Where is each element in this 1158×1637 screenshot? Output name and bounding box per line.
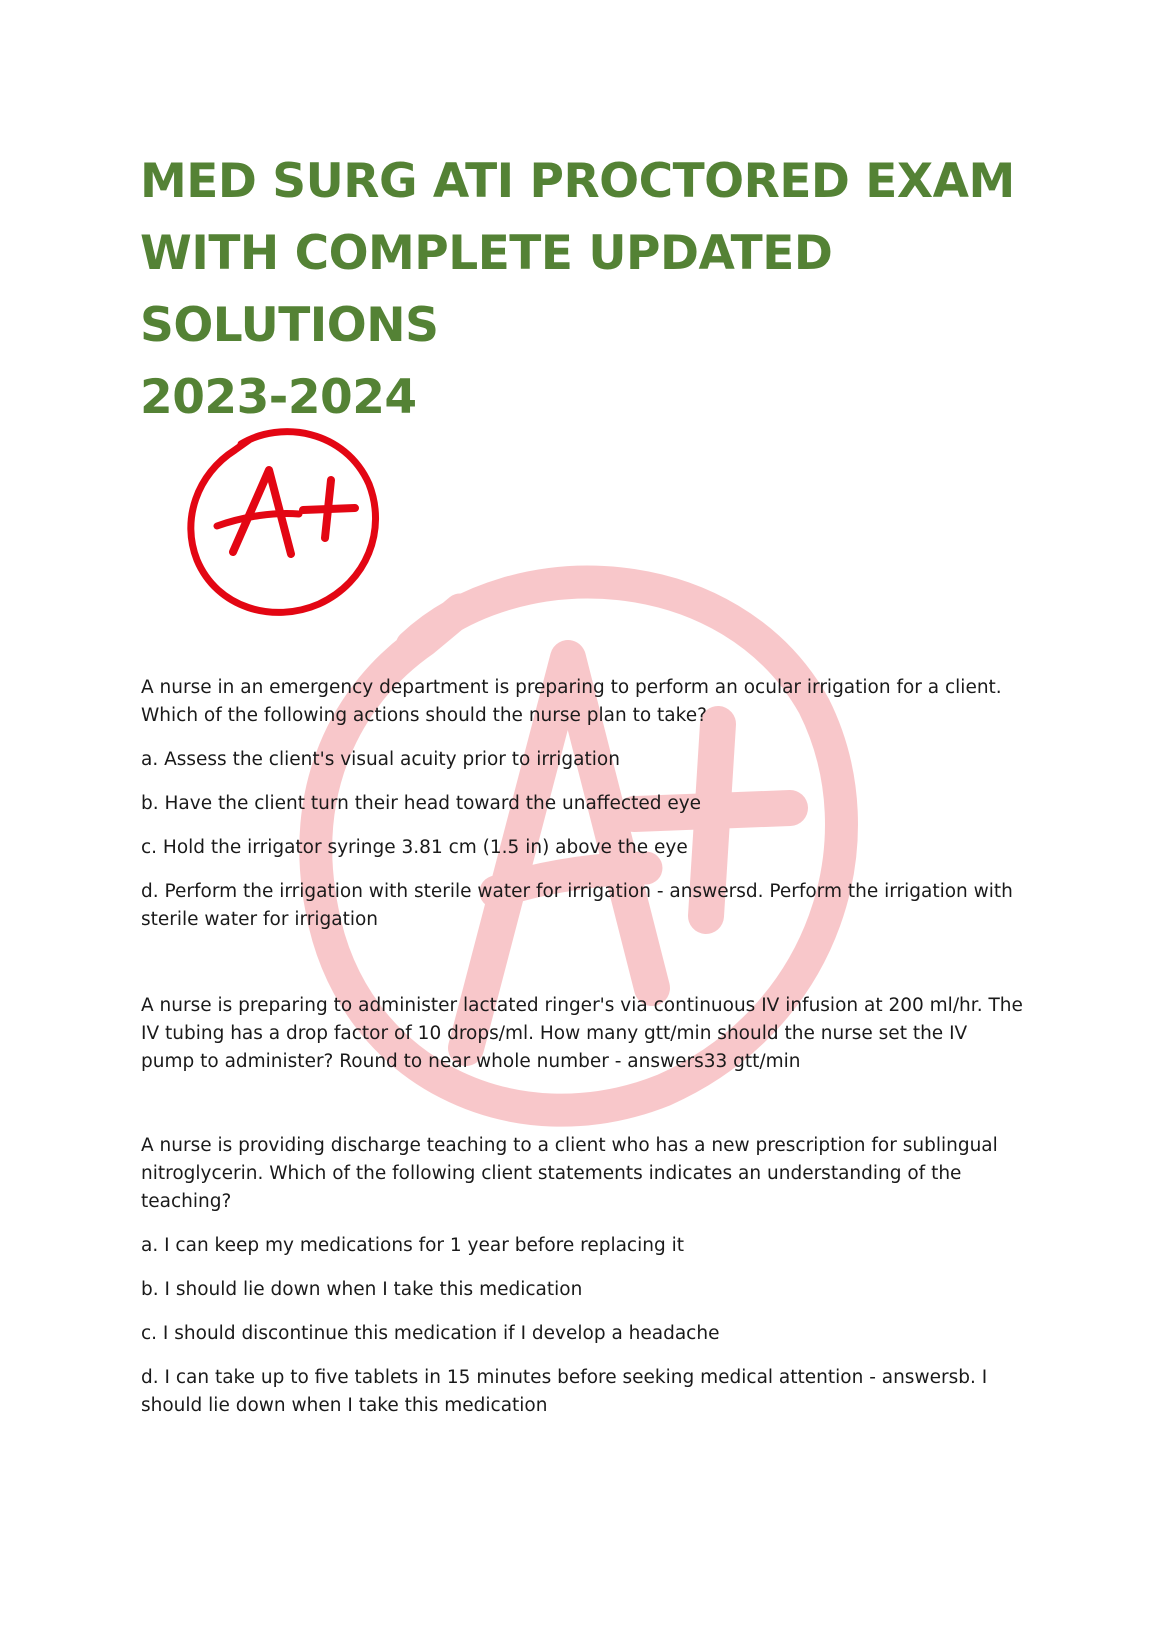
title-line-1: MED SURG ATI PROCTORED EXAM: [140, 154, 1015, 209]
question-3-stem: A nurse is providing discharge teaching to a client who has a new prescription for sublingual nitroglycerin. Which of the following client statements indicates an understanding of the teaching?: [141, 1135, 998, 1212]
question-2-stem: A nurse is preparing to administer lactated ringer's via continuous IV infusion at 200 ml/hr. The IV tubing has a drop factor of 10 drops/ml. How many gtt/min should the nurse set the IV pump to administer? Round to near whole number - answers33 gtt/min: [141, 995, 1023, 1072]
question-1-option-a: a. Assess the client's visual acuity prior to irrigation: [141, 749, 620, 770]
question-3: [141, 1132, 1026, 1420]
question-1-option-c: c. Hold the irrigator syringe 3.81 cm (1.5 in) above the eye: [141, 837, 688, 858]
questions-content: [141, 674, 1026, 1436]
question-1: [141, 674, 1026, 934]
question-1-option-d: d. Perform the irrigation with sterile water for irrigation - answersd. Perform the irrigation with sterile water for irrigation: [141, 881, 1013, 930]
question-3-option-b: b. I should lie down when I take this medication: [141, 1279, 583, 1300]
question-3-option-c: c. I should discontinue this medication if I develop a headache: [141, 1323, 720, 1344]
title-line-2: WITH COMPLETE UPDATED SOLUTIONS: [140, 226, 833, 353]
grade-badge-icon: [183, 422, 383, 618]
question-3-option-a: a. I can keep my medications for 1 year before replacing it: [141, 1235, 684, 1256]
question-3-option-d: d. I can take up to five tablets in 15 minutes before seeking medical attention - answersb. I should lie down when I take this medication: [141, 1367, 988, 1416]
question-1-option-b: b. Have the client turn their head toward the unaffected eye: [141, 793, 702, 814]
question-2: [141, 992, 1026, 1076]
document-title: [140, 146, 1040, 434]
title-line-3: 2023-2024: [140, 370, 417, 425]
question-1-stem: A nurse in an emergency department is preparing to perform an ocular irrigation for a client. Which of the following actions should the nurse plan to take?: [141, 677, 1002, 726]
